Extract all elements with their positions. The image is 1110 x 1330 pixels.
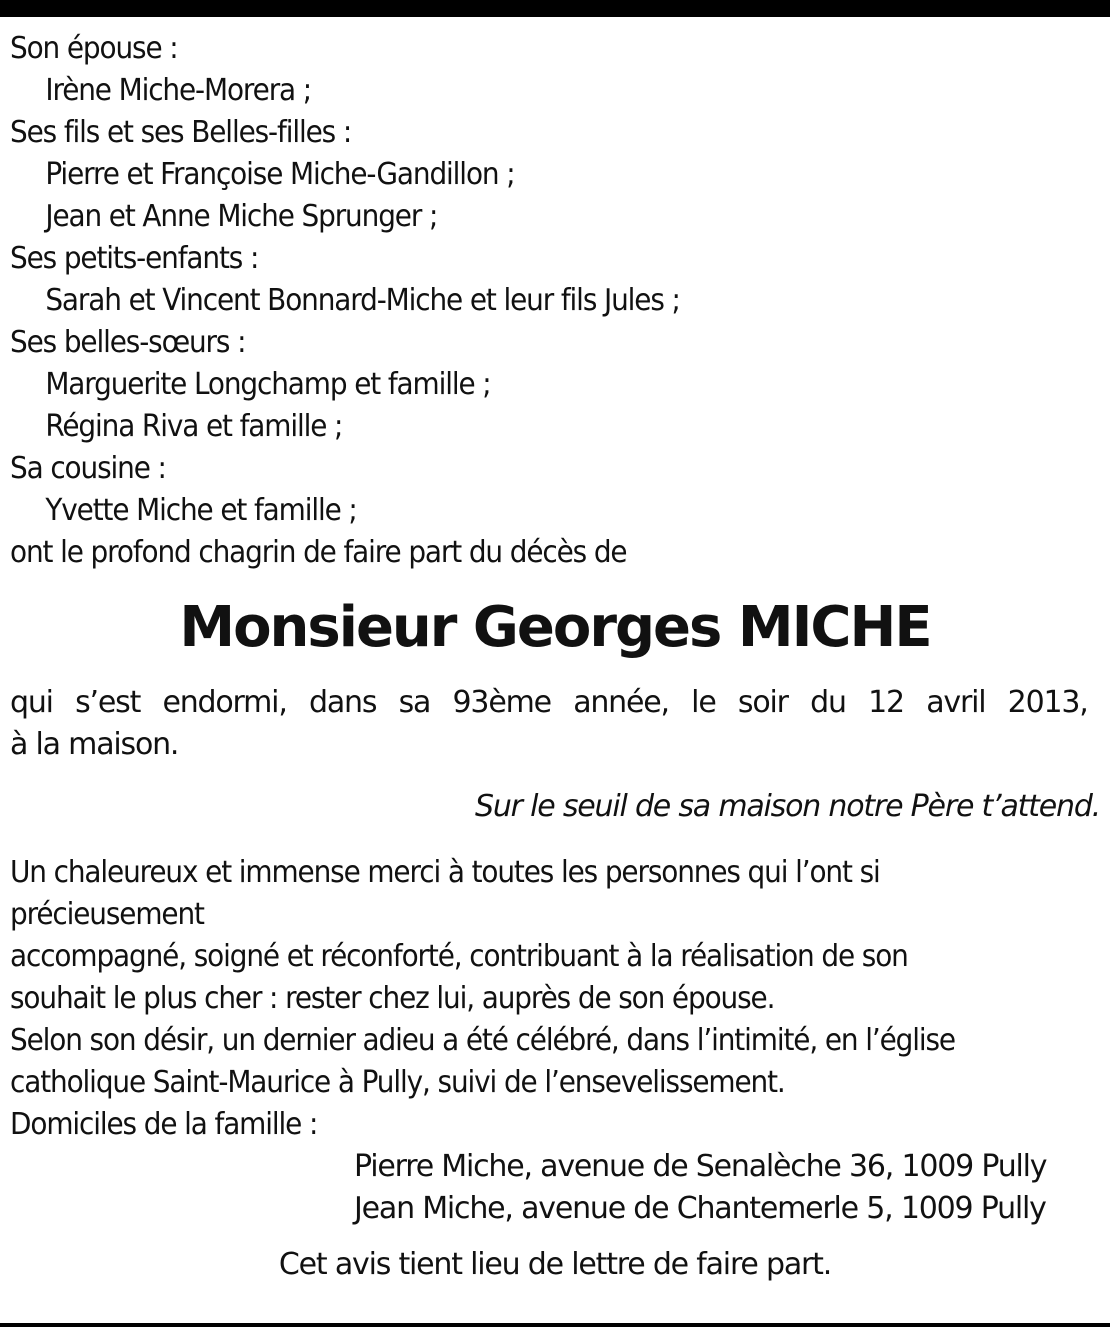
family-member: Yvette Miche et famille ;: [45, 493, 357, 528]
family-member: Pierre et Françoise Miche-Gandillon ;: [45, 157, 515, 192]
deceased-name-block: [10, 574, 1100, 682]
thanks-paragraph: [10, 852, 1100, 1020]
thanks-line: accompagné, soigné et réconforté, contribuant à la réalisation de son: [10, 939, 908, 974]
domicile-address: Jean Miche, avenue de Chantemerle 5, 1009 Pully: [354, 1191, 1046, 1226]
family-member: Régina Riva et famille ;: [45, 409, 343, 444]
family-heading-grandchildren: Ses petits-enfants :: [10, 241, 259, 276]
family-member: Sarah et Vincent Bonnard-Miche et leur fils Jules ;: [45, 283, 680, 318]
thanks-line: souhait le plus cher : rester chez lui, auprès de son épouse.: [10, 981, 775, 1016]
ceremony-paragraph: [10, 1020, 1100, 1104]
obituary-notice: [10, 28, 1100, 1286]
motto-quote: Sur le seuil de sa maison notre Père t’attend.: [474, 789, 1100, 824]
announcement-text: ont le profond chagrin de faire part du décès de: [10, 535, 627, 570]
family-member: Marguerite Longchamp et famille ;: [45, 367, 491, 402]
ceremony-line: catholique Saint-Maurice à Pully, suivi de l’ensevelissement.: [10, 1065, 785, 1100]
family-member: Irène Miche-Morera ;: [45, 73, 312, 108]
family-list: [10, 28, 1100, 532]
family-heading-sons: Ses fils et ses Belles-filles :: [10, 115, 352, 150]
death-notice-text: qui s’est endormi, dans sa 93ème année, le soir du 12 avril 2013,: [10, 685, 1088, 720]
family-heading-cousin: Sa cousine :: [10, 451, 166, 486]
domiciles: [10, 1104, 1100, 1230]
ceremony-line: Selon son désir, un dernier adieu a été célébré, dans l’intimité, en l’église: [10, 1023, 955, 1058]
thanks-line: Un chaleureux et immense merci à toutes les personnes qui l’ont si: [10, 855, 880, 890]
top-border-rule: [0, 0, 1110, 17]
thanks-line: précieusement: [10, 897, 204, 932]
closing-note: Cet avis tient lieu de lettre de faire part.: [278, 1247, 832, 1282]
family-heading-spouse: Son épouse :: [10, 31, 178, 66]
death-notice-line: [10, 682, 1100, 724]
bottom-border-rule: [0, 1323, 1110, 1327]
family-member: Jean et Anne Miche Sprunger ;: [45, 199, 438, 234]
domicile-address: Pierre Miche, avenue de Senalèche 36, 1009 Pully: [354, 1149, 1047, 1184]
deceased-name: Monsieur Georges MICHE: [179, 595, 931, 660]
death-notice: [10, 682, 1100, 766]
family-heading-sisters-in-law: Ses belles-sœurs :: [10, 325, 246, 360]
domiciles-label: Domiciles de la famille :: [10, 1107, 318, 1142]
death-notice-line: à la maison.: [10, 727, 179, 762]
